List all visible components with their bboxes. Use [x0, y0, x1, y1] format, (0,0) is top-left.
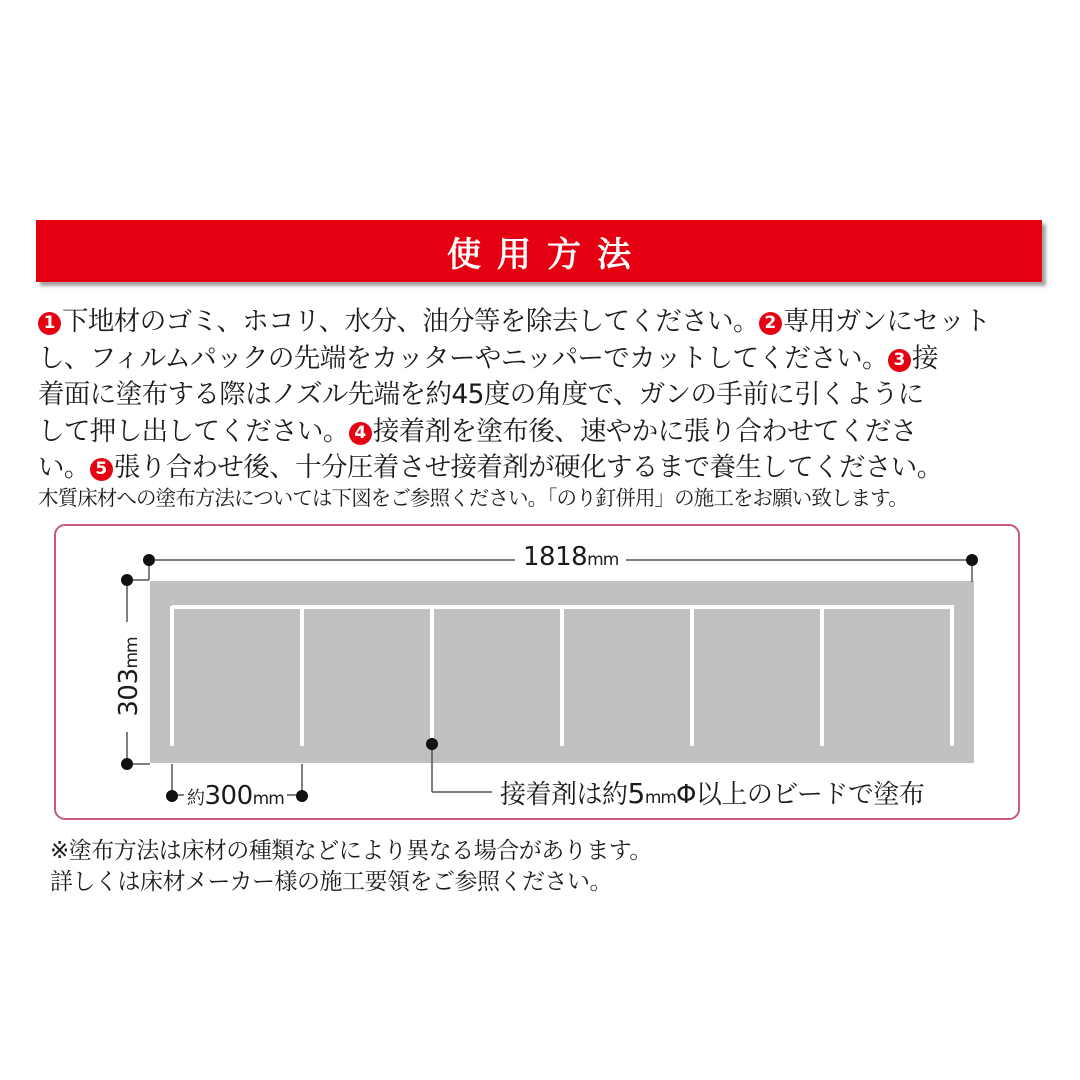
section-title: 使用方法 [447, 234, 647, 275]
height-dimension-label: 303mm [112, 622, 146, 732]
step-4-text: 接着剤を塗布後、速やかに張り合わせてくださ [372, 415, 917, 447]
step-2-text: 専用ガンにセット [782, 306, 991, 337]
step-1-badge: 1 [38, 312, 61, 335]
step-4-badge: 4 [349, 422, 372, 445]
step-3-badge: 3 [888, 349, 911, 372]
footnote-2: 詳しくは床材メーカー様の施工要領をご参照ください。 [50, 869, 613, 895]
step-5-badge: 5 [90, 458, 113, 481]
step-1-text: 下地材のゴミ、ホコリ、水分、油分等を除去してください。 [62, 306, 759, 337]
footnote-1: ※塗布方法は床材の種類などにより異なる場合があります。 [50, 838, 652, 864]
step-3-text: 接 [911, 342, 938, 374]
step-5-text: 張り合わせ後、十分圧着させ接着剤が硬化するまで養生してください。 [113, 452, 943, 483]
diagram-reference-note: 木質床材への塗布方法については下図をご参照ください。「のり釘併用」の施工をお願い致します。 [38, 486, 908, 510]
bead-spacing-label: 約300mm [184, 781, 287, 814]
step-3-text-cont: 着面に塗布する際はノズル先端を約45度の角度で、ガンの手前に引くように [38, 379, 924, 410]
step-2-badge: 2 [759, 312, 782, 335]
bead-size-label: 接着剤は約5mmΦ以上のビードで塗布 [500, 777, 925, 810]
footnotes [50, 836, 652, 898]
step-3-text-end: して押し出してください。 [38, 415, 349, 447]
step-4-text-end: い。 [38, 452, 90, 483]
step-2-text-cont: し、フィルムパックの先端をカッターやニッパーでカットしてください。 [38, 342, 888, 374]
width-dimension-label: 1818mm [515, 540, 626, 577]
